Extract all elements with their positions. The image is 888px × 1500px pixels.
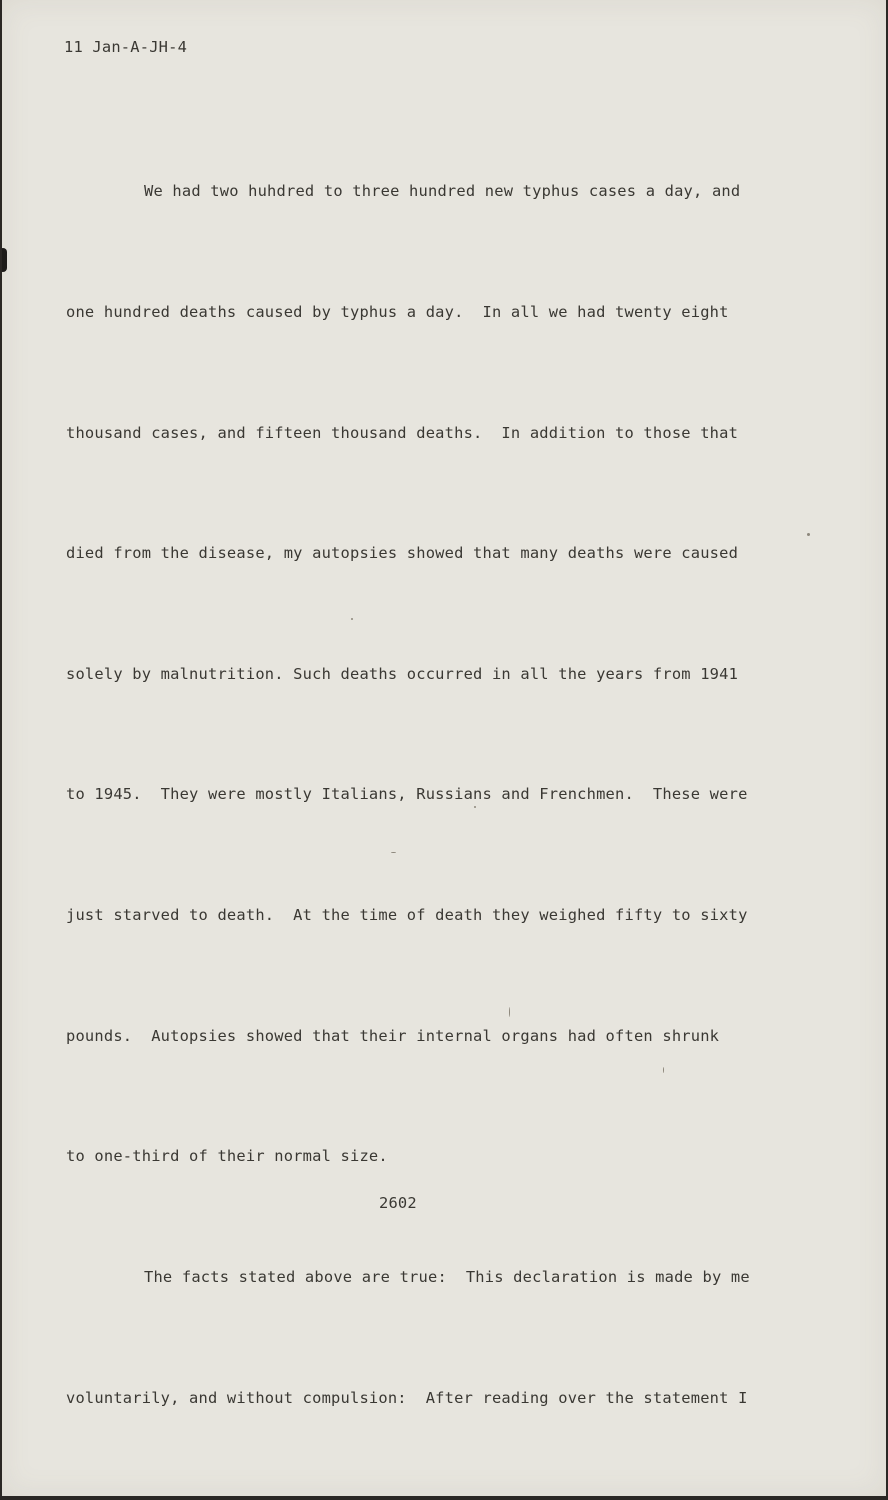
document-reference: 11 Jan-A-JH-4 bbox=[64, 38, 188, 56]
paper-speck bbox=[351, 618, 353, 620]
paper-speck bbox=[509, 1007, 510, 1017]
text-line: one hundred deaths caused by typhus a day. In all we had twenty eight bbox=[66, 303, 729, 322]
paper-speck bbox=[474, 806, 476, 808]
text-line: solely by malnutrition. Such deaths occurred in all the years from 1941 bbox=[66, 664, 739, 683]
text-line: to 1945. They were mostly Italians, Russians and Frenchmen. These were bbox=[66, 785, 748, 804]
text-line: died from the disease, my autopsies showed that many deaths were caused bbox=[66, 544, 739, 563]
document-body bbox=[66, 91, 750, 1496]
binding-hole-mark bbox=[2, 248, 7, 272]
text-line: just starved to death. At the time of death they weighed fifty to sixty bbox=[66, 906, 748, 925]
paper-speck bbox=[391, 852, 396, 853]
document-page bbox=[2, 0, 886, 1496]
text-line: voluntarily, and without compulsion: After reading over the statement I bbox=[66, 1388, 748, 1407]
text-line: thousand cases, and fifteen thousand deaths. In addition to those that bbox=[66, 423, 739, 442]
paper-speck bbox=[807, 533, 810, 536]
text-line: to one-third of their normal size. bbox=[66, 1147, 388, 1166]
paper-speck bbox=[663, 1067, 664, 1073]
text-line: We had two huhdred to three hundred new typhus cases a day, and bbox=[144, 182, 741, 201]
text-line: The facts stated above are true: This declaration is made by me bbox=[144, 1267, 750, 1286]
text-line: pounds. Autopsies showed that their internal organs had often shrunk bbox=[66, 1026, 720, 1045]
page-number: 2602 bbox=[379, 1194, 417, 1212]
